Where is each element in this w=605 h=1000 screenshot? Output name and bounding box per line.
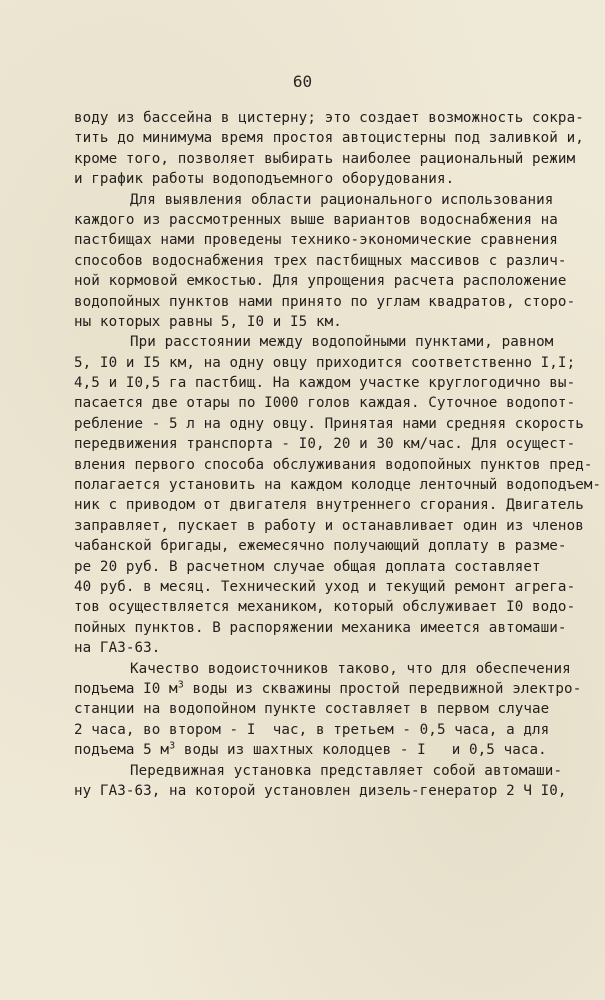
paragraph-start-line: Передвижная установка представляет собой автомаши-	[130, 762, 563, 779]
superscript: 3	[169, 740, 176, 752]
text-line: пасается две отары по I000 голов каждая. Суточное водопот-	[74, 395, 576, 412]
text-line: ник с приводом от двигателя внутреннего сгорания. Двигатель	[74, 497, 584, 514]
text-line: ной кормовой емкостью. Для упрощения расчета расположение	[74, 273, 567, 290]
text-line: кроме того, позволяет выбирать наиболее рациональный режим	[74, 150, 576, 167]
text-line: заправляет, пускает в работу и останавливает один из членов	[74, 517, 584, 534]
text-line: ны которых равны 5, I0 и I5 км.	[74, 313, 342, 330]
text-line	[74, 679, 582, 699]
text-line: пойных пунктов. В распоряжении механика имеется автомаши-	[74, 619, 567, 636]
superscript: 3	[177, 679, 184, 691]
text-line: 2 часа, во втором - I час, в третьем - 0,5 часа, а для	[74, 721, 550, 738]
text-fragment: подъема 5 м	[74, 742, 170, 759]
page-number: 60	[292, 72, 313, 91]
text-fragment: воды из скважины простой передвижной электро-	[183, 680, 582, 697]
text-line	[74, 740, 574, 760]
text-line: ну ГАЗ-63, на которой установлен дизель-генератор 2 Ч I0,	[74, 782, 567, 799]
paragraph-start-line: Для выявления области рационального использования	[130, 191, 554, 208]
text-line: передвижения транспорта - I0, 20 и 30 км/час. Для осущест-	[74, 436, 576, 453]
text-line: и график работы водоподъемного оборудования.	[74, 171, 455, 188]
text-line: 40 руб. в месяц. Технический уход и текущий ремонт агрега-	[74, 578, 576, 595]
paragraph-start-line: Качество водоисточников таково, что для обеспечения	[130, 660, 571, 677]
text-line: станции на водопойном пункте составляет в первом случае	[74, 701, 550, 718]
text-line: полагается установить на каждом колодце ленточный водоподъем-	[74, 477, 602, 494]
text-line: на ГАЗ-63.	[74, 640, 161, 657]
text-line: тов осуществляется механиком, который обслуживает I0 водо-	[74, 599, 576, 616]
text-line: чабанской бригады, ежемесячно получающий доплату в разме-	[74, 538, 567, 555]
text-fragment: подъема I0 м	[74, 680, 178, 697]
text-line: 5, I0 и I5 км, на одну овцу приходится соответственно I,I;	[74, 354, 576, 371]
text-line: вления первого способа обслуживания водопойных пунктов пред-	[74, 456, 593, 473]
text-line: водопойных пунктов нами принято по углам квадратов, сторо-	[74, 293, 576, 310]
paragraph-start-line: При расстоянии между водопойными пунктами, равном	[130, 334, 554, 351]
text-line: воду из бассейна в цистерну; это создает возможность сокра-	[74, 110, 584, 126]
text-fragment: воды из шахтных колодцев - I и 0,5 часа.	[175, 742, 547, 759]
text-line: ребление - 5 л на одну овцу. Принятая нами средняя скорость	[74, 415, 584, 432]
text-line: 4,5 и I0,5 га пастбищ. На каждом участке круглогодично вы-	[74, 375, 576, 392]
text-line: способов водоснабжения трех пастбищных массивов с различ-	[74, 252, 567, 269]
body-text	[74, 108, 602, 801]
text-line: пастбищах нами проведены технико-экономические сравнения	[74, 232, 558, 249]
text-line: каждого из рассмотренных выше вариантов водоснабжения на	[74, 211, 558, 228]
text-line: ре 20 руб. В расчетном случае общая доплата составляет	[74, 558, 541, 575]
text-line: тить до минимума время простоя автоцистерны под заливкой и,	[74, 130, 584, 147]
